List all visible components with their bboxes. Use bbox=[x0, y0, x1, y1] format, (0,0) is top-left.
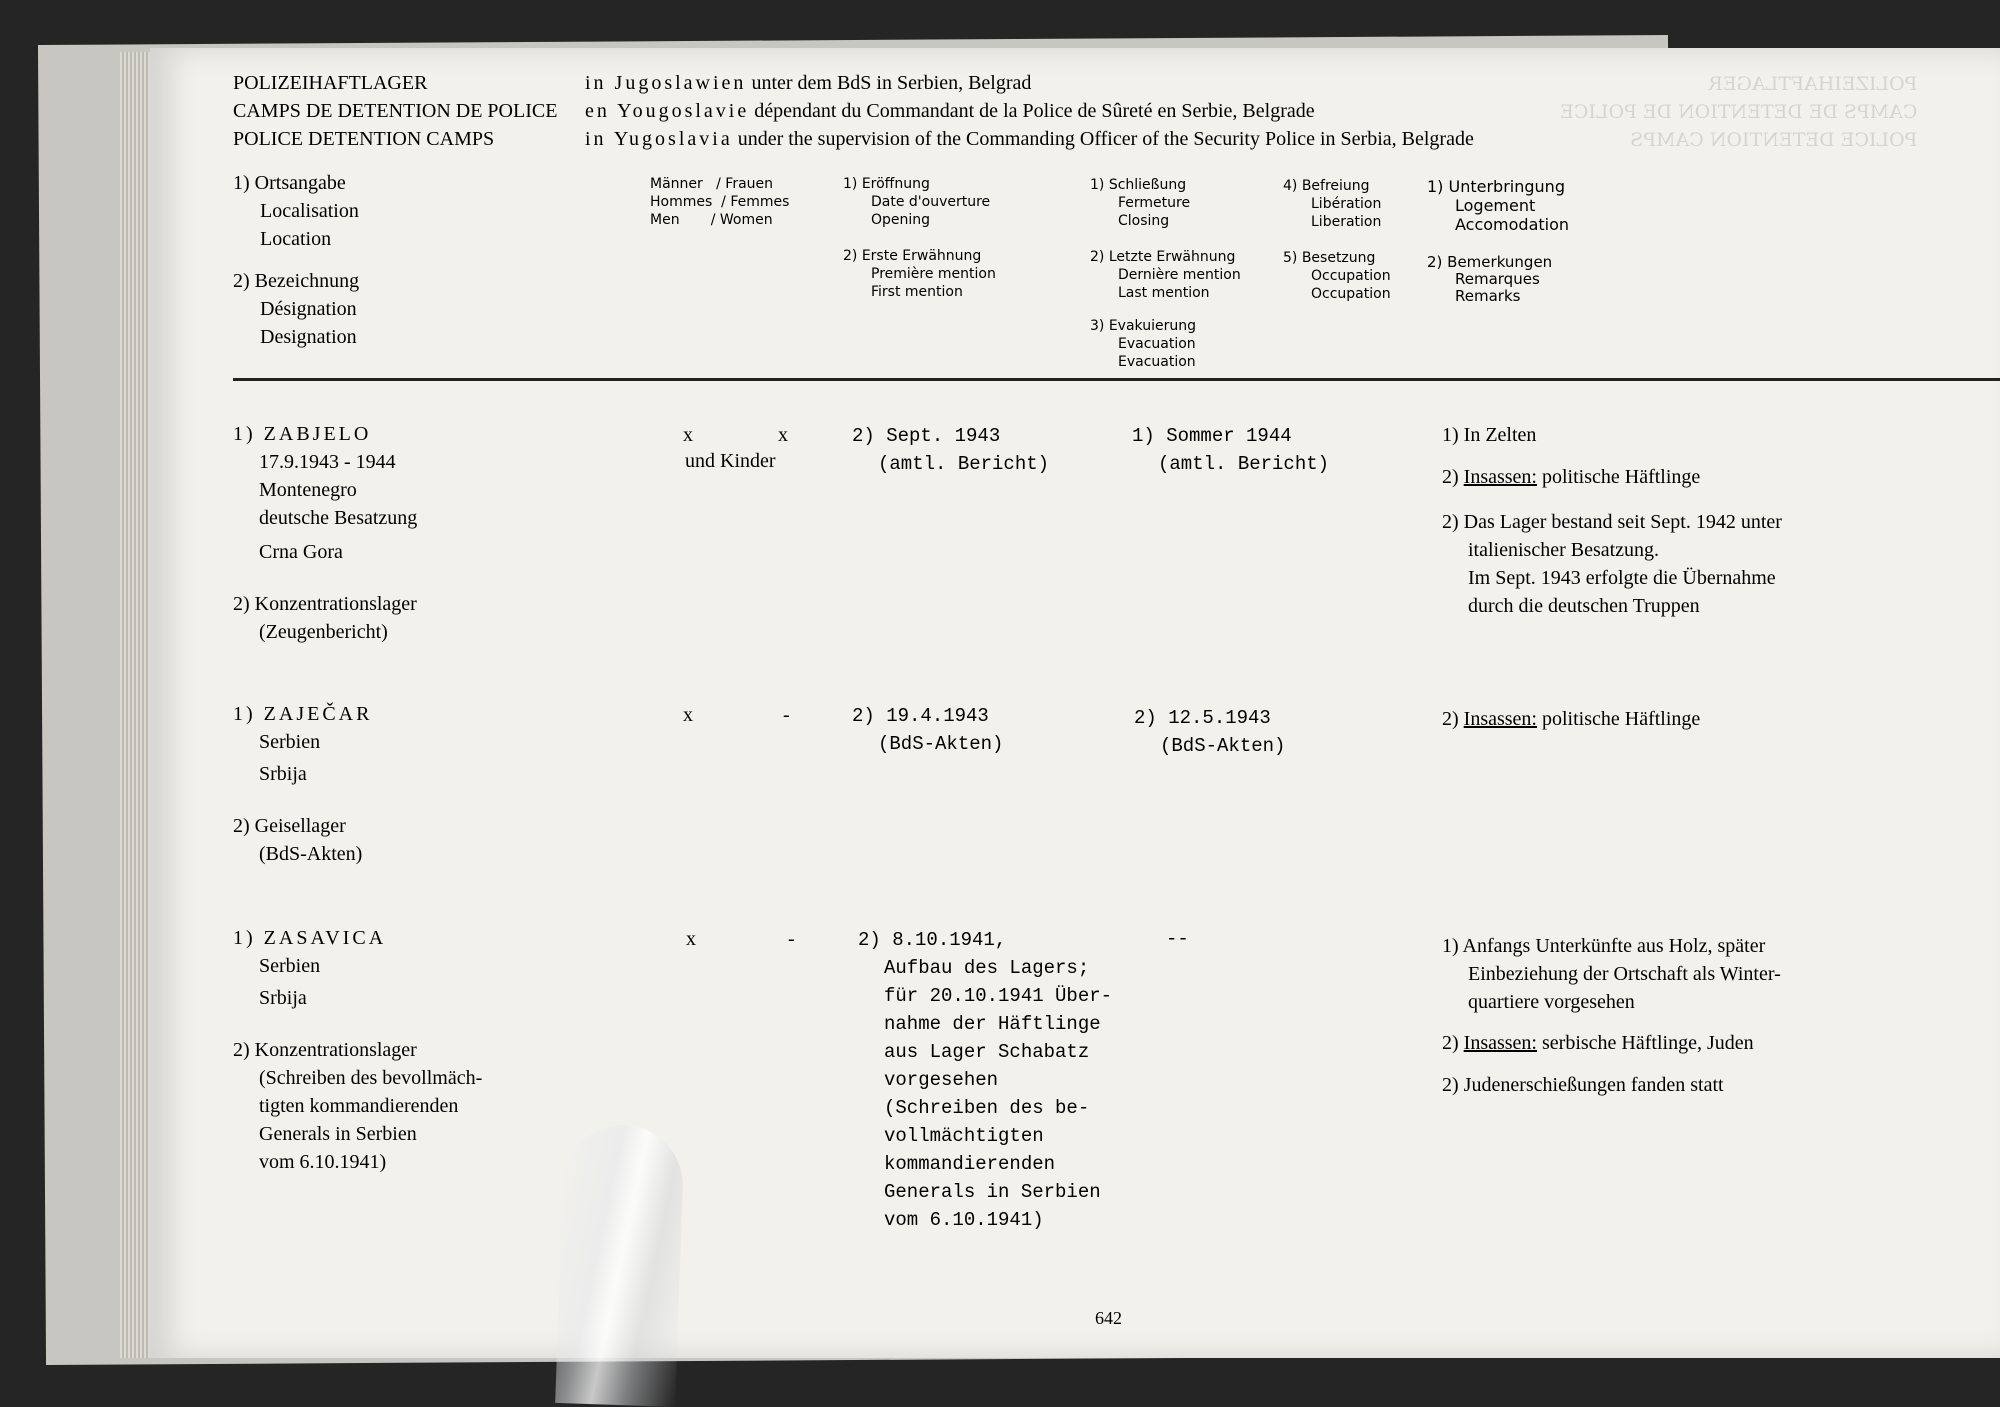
entry-zasavica-opening-line2: Aufbau des Lagers; bbox=[884, 957, 1090, 979]
legend-liberation-fr: Libération bbox=[1311, 196, 1382, 212]
bleed-through: POLIZEIHAFTLAGER CAMPS DE DETENTION DE POLICE POLICE DETENTION CAMPS bbox=[1560, 73, 1918, 151]
entry-zajecar-women: - bbox=[783, 704, 790, 726]
header-sub-de-spaced: in Jugoslawien bbox=[585, 72, 747, 94]
legend-remarks bbox=[1427, 254, 1552, 305]
header-sub-fr-spaced: en Yougoslavie bbox=[585, 100, 750, 122]
legend-men-women-de: Männer / Frauen bbox=[650, 176, 774, 192]
entry-zajecar-opening bbox=[852, 702, 1003, 758]
entry-zasavica-source-2: tigten kommandierenden bbox=[259, 1095, 459, 1117]
entry-zasavica-remark: 2) Judenerschießungen fanden statt bbox=[1442, 1074, 1724, 1096]
legend-accommodation bbox=[1427, 177, 1569, 234]
legend-location-label: 1) Ortsangabe bbox=[233, 172, 346, 194]
legend-accommodation-de: 1) Unterbringung bbox=[1427, 177, 1565, 196]
entry-zasavica-accommodation-line2: Einbeziehung der Ortschaft als Winter- bbox=[1468, 963, 1781, 985]
entry-zabjelo-dates: 17.9.1943 - 1944 bbox=[259, 451, 396, 473]
header-sub-fr bbox=[585, 100, 1315, 123]
entry-zabjelo-accommodation: 1) In Zelten bbox=[1442, 424, 1537, 446]
entry-zabjelo-remark-line1: 2) Das Lager bestand seit Sept. 1942 unter bbox=[1442, 511, 1782, 533]
legend-accommodation-en: Accomodation bbox=[1455, 215, 1570, 234]
entry-zabjelo-inmates-label: Insassen: bbox=[1463, 466, 1537, 488]
entry-zasavica-opening-line7: (Schreiben des be- bbox=[884, 1097, 1090, 1119]
legend-occupation-fr: Occupation bbox=[1311, 268, 1391, 284]
entry-zabjelo-inmates bbox=[1442, 466, 1700, 489]
entry-zabjelo-closing-date: 1) Sommer 1944 bbox=[1132, 425, 1292, 447]
entry-zasavica-inmates-label: Insassen: bbox=[1463, 1032, 1537, 1054]
entry-zasavica-inmates-text: serbische Häftlinge, Juden bbox=[1537, 1032, 1754, 1054]
header-divider-rule bbox=[233, 378, 2000, 381]
legend-opening-fr: Date d'ouverture bbox=[871, 194, 991, 210]
legend-remarks-fr: Remarques bbox=[1455, 270, 1540, 288]
legend-remarks-de: 2) Bemerkungen bbox=[1427, 253, 1553, 271]
entry-zasavica-opening-line6: vorgesehen bbox=[884, 1069, 999, 1091]
entry-zabjelo-men: x bbox=[683, 424, 693, 446]
legend-location-en: Location bbox=[260, 228, 332, 250]
header-sub-de-rest: unter dem BdS in Serbien, Belgrad bbox=[751, 72, 1032, 94]
legend-liberation-en: Liberation bbox=[1311, 214, 1382, 230]
transparent-pen-tip bbox=[555, 1123, 685, 1407]
legend-men-women bbox=[650, 175, 789, 229]
entry-zasavica-opening-line1: 2) 8.10.1941, bbox=[858, 929, 1007, 951]
legend-liberation-de: 4) Befreiung bbox=[1283, 178, 1370, 194]
entry-zasavica-source-4: vom 6.10.1941) bbox=[259, 1151, 387, 1173]
entry-zabjelo-remark-line2: italienischer Besatzung. bbox=[1468, 539, 1660, 561]
legend-closing bbox=[1090, 176, 1190, 230]
legend-designation-label: 2) Bezeichnung bbox=[233, 270, 360, 292]
entry-zajecar-location bbox=[233, 700, 372, 788]
entry-zajecar-men: x bbox=[683, 704, 693, 726]
entry-zabjelo-women: x bbox=[778, 424, 788, 446]
legend-designation-fr: Désignation bbox=[260, 298, 357, 320]
entry-zajecar-inmates-label: Insassen: bbox=[1463, 708, 1537, 730]
entry-zasavica-opening-line5: aus Lager Schabatz bbox=[884, 1041, 1090, 1063]
entry-zabjelo-local-name: Crna Gora bbox=[259, 541, 343, 563]
legend-first-mention-de: 2) Erste Erwähnung bbox=[843, 248, 982, 264]
legend-occupation bbox=[1283, 249, 1391, 303]
entry-zajecar-name: 1) ZAJEČAR bbox=[233, 703, 373, 725]
entry-zasavica-region: Serbien bbox=[259, 955, 321, 977]
legend-opening-de: 1) Eröffnung bbox=[843, 176, 930, 192]
entry-zabjelo-region: Montenegro bbox=[259, 479, 357, 501]
entry-zasavica-women: - bbox=[788, 928, 795, 950]
entry-zabjelo-inmates-text: politische Häftlinge bbox=[1537, 466, 1701, 488]
legend-evacuation-fr: Evacuation bbox=[1118, 336, 1196, 352]
legend-last-mention bbox=[1090, 248, 1241, 302]
entry-zasavica-opening-line11: vom 6.10.1941) bbox=[884, 1209, 1044, 1231]
header-sub-en-spaced: in Yugoslavia bbox=[585, 128, 733, 150]
legend-last-mention-en: Last mention bbox=[1118, 285, 1210, 301]
entry-zabjelo-location bbox=[233, 420, 417, 566]
legend-evacuation-en: Evacuation bbox=[1118, 354, 1196, 370]
entry-zabjelo-remark bbox=[1442, 508, 1782, 620]
entry-zasavica-men: x bbox=[686, 928, 696, 950]
entry-zajecar-closing bbox=[1134, 704, 1285, 760]
page-number: 642 bbox=[1095, 1308, 1122, 1328]
entry-zabjelo-type: 2) Konzentrationslager bbox=[233, 593, 417, 615]
header-sub-de bbox=[585, 72, 1031, 95]
legend-closing-fr: Fermeture bbox=[1118, 195, 1191, 211]
header-sub-en bbox=[585, 128, 1474, 151]
legend-men-women-en: Men / Women bbox=[650, 212, 773, 228]
entry-zajecar-inmates-num: 2) bbox=[1442, 708, 1464, 730]
header-sub-en-rest: under the supervision of the Commanding Officer of the Security Police in Serbia, Belgrade bbox=[737, 128, 1474, 150]
page-edges bbox=[120, 52, 152, 1358]
legend-liberation bbox=[1283, 177, 1381, 231]
entry-zasavica-accommodation-line1: 1) Anfangs Unterkünfte aus Holz, später bbox=[1442, 935, 1766, 957]
entry-zasavica-source-3: Generals in Serbien bbox=[259, 1123, 417, 1145]
entry-zasavica-type: 2) Konzentrationslager bbox=[233, 1039, 417, 1061]
entry-zasavica-opening-line3: für 20.10.1941 Über- bbox=[884, 985, 1113, 1007]
entry-zasavica-location bbox=[233, 924, 386, 1012]
entry-zajecar-closing-date: 2) 12.5.1943 bbox=[1134, 707, 1271, 729]
header-title-de: POLIZEIHAFTLAGER bbox=[233, 72, 428, 94]
header-title-fr: CAMPS DE DETENTION DE POLICE bbox=[233, 100, 558, 122]
entry-zasavica-designation bbox=[233, 1036, 482, 1176]
entry-zabjelo-inmates-num: 2) bbox=[1442, 466, 1464, 488]
entry-zabjelo-children: und Kinder bbox=[685, 450, 776, 472]
entry-zajecar-closing-source: (BdS-Akten) bbox=[1160, 735, 1286, 757]
entry-zabjelo-designation bbox=[233, 590, 417, 646]
legend-designation-en: Designation bbox=[260, 326, 357, 348]
entry-zabjelo-source: (Zeugenbericht) bbox=[259, 621, 388, 643]
legend-first-mention-en: First mention bbox=[871, 284, 963, 300]
legend-closing-de: 1) Schließung bbox=[1090, 177, 1187, 193]
legend-evacuation-de: 3) Evakuierung bbox=[1090, 318, 1196, 334]
legend-occupation-de: 5) Besetzung bbox=[1283, 250, 1376, 266]
entry-zasavica-local-name: Srbija bbox=[259, 987, 307, 1009]
entry-zasavica-accommodation bbox=[1442, 932, 1781, 1016]
entry-zabjelo-occupation: deutsche Besatzung bbox=[259, 507, 418, 529]
entry-zabjelo-remark-line4: durch die deutschen Truppen bbox=[1468, 595, 1700, 617]
entry-zajecar-source: (BdS-Akten) bbox=[259, 843, 363, 865]
legend-men-women-fr: Hommes / Femmes bbox=[650, 194, 790, 210]
entry-zabjelo-name: 1) ZABJELO bbox=[233, 423, 372, 445]
header-title-en: POLICE DETENTION CAMPS bbox=[233, 128, 495, 150]
entry-zabjelo-opening bbox=[852, 422, 1049, 478]
entry-zajecar-opening-source: (BdS-Akten) bbox=[878, 733, 1004, 755]
legend-accommodation-fr: Logement bbox=[1455, 196, 1536, 215]
entry-zasavica-inmates bbox=[1442, 1032, 1754, 1055]
legend-location-fr: Localisation bbox=[260, 200, 359, 222]
entry-zabjelo-opening-date: 2) Sept. 1943 bbox=[852, 425, 1001, 447]
entry-zajecar-type: 2) Geisellager bbox=[233, 815, 346, 837]
legend-first-mention-fr: Première mention bbox=[871, 266, 996, 282]
entry-zasavica-name: 1) ZASAVICA bbox=[233, 927, 387, 949]
entry-zasavica-closing: -- bbox=[1166, 928, 1189, 950]
entry-zasavica-opening-line10: Generals in Serbien bbox=[884, 1181, 1101, 1203]
legend-evacuation bbox=[1090, 317, 1196, 371]
entry-zasavica-inmates-num: 2) bbox=[1442, 1032, 1464, 1054]
entry-zabjelo-closing bbox=[1132, 422, 1329, 478]
entry-zabjelo-remark-line3: Im Sept. 1943 erfolgte die Übernahme bbox=[1468, 567, 1776, 589]
entry-zasavica-opening bbox=[858, 926, 1112, 1234]
entry-zabjelo-closing-source: (amtl. Bericht) bbox=[1158, 453, 1330, 475]
legend-last-mention-de: 2) Letzte Erwähnung bbox=[1090, 249, 1236, 265]
entry-zajecar-opening-date: 2) 19.4.1943 bbox=[852, 705, 989, 727]
header-sub-fr-rest: dépendant du Commandant de la Police de Sûreté en Serbie, Belgrade bbox=[754, 100, 1315, 122]
entry-zajecar-designation bbox=[233, 812, 362, 868]
entry-zajecar-local-name: Srbija bbox=[259, 763, 307, 785]
legend-opening bbox=[843, 175, 990, 229]
entry-zasavica-opening-line4: nahme der Häftlinge bbox=[884, 1013, 1101, 1035]
entry-zabjelo-opening-source: (amtl. Bericht) bbox=[878, 453, 1050, 475]
legend-occupation-en: Occupation bbox=[1311, 286, 1391, 302]
entry-zasavica-source-1: (Schreiben des bevollmäch- bbox=[259, 1067, 483, 1089]
entry-zajecar-region: Serbien bbox=[259, 731, 321, 753]
entry-zajecar-inmates bbox=[1442, 708, 1700, 731]
legend-closing-en: Closing bbox=[1118, 213, 1170, 229]
entry-zasavica-accommodation-line3: quartiere vorgesehen bbox=[1468, 991, 1635, 1013]
legend-remarks-en: Remarks bbox=[1455, 287, 1521, 305]
legend-opening-en: Opening bbox=[871, 212, 931, 228]
entry-zasavica-opening-line9: kommandierenden bbox=[884, 1153, 1056, 1175]
entry-zajecar-inmates-text: politische Häftlinge bbox=[1537, 708, 1701, 730]
legend-first-mention bbox=[843, 247, 996, 301]
legend-last-mention-fr: Dernière mention bbox=[1118, 267, 1241, 283]
entry-zasavica-opening-line8: vollmächtigten bbox=[884, 1125, 1044, 1147]
